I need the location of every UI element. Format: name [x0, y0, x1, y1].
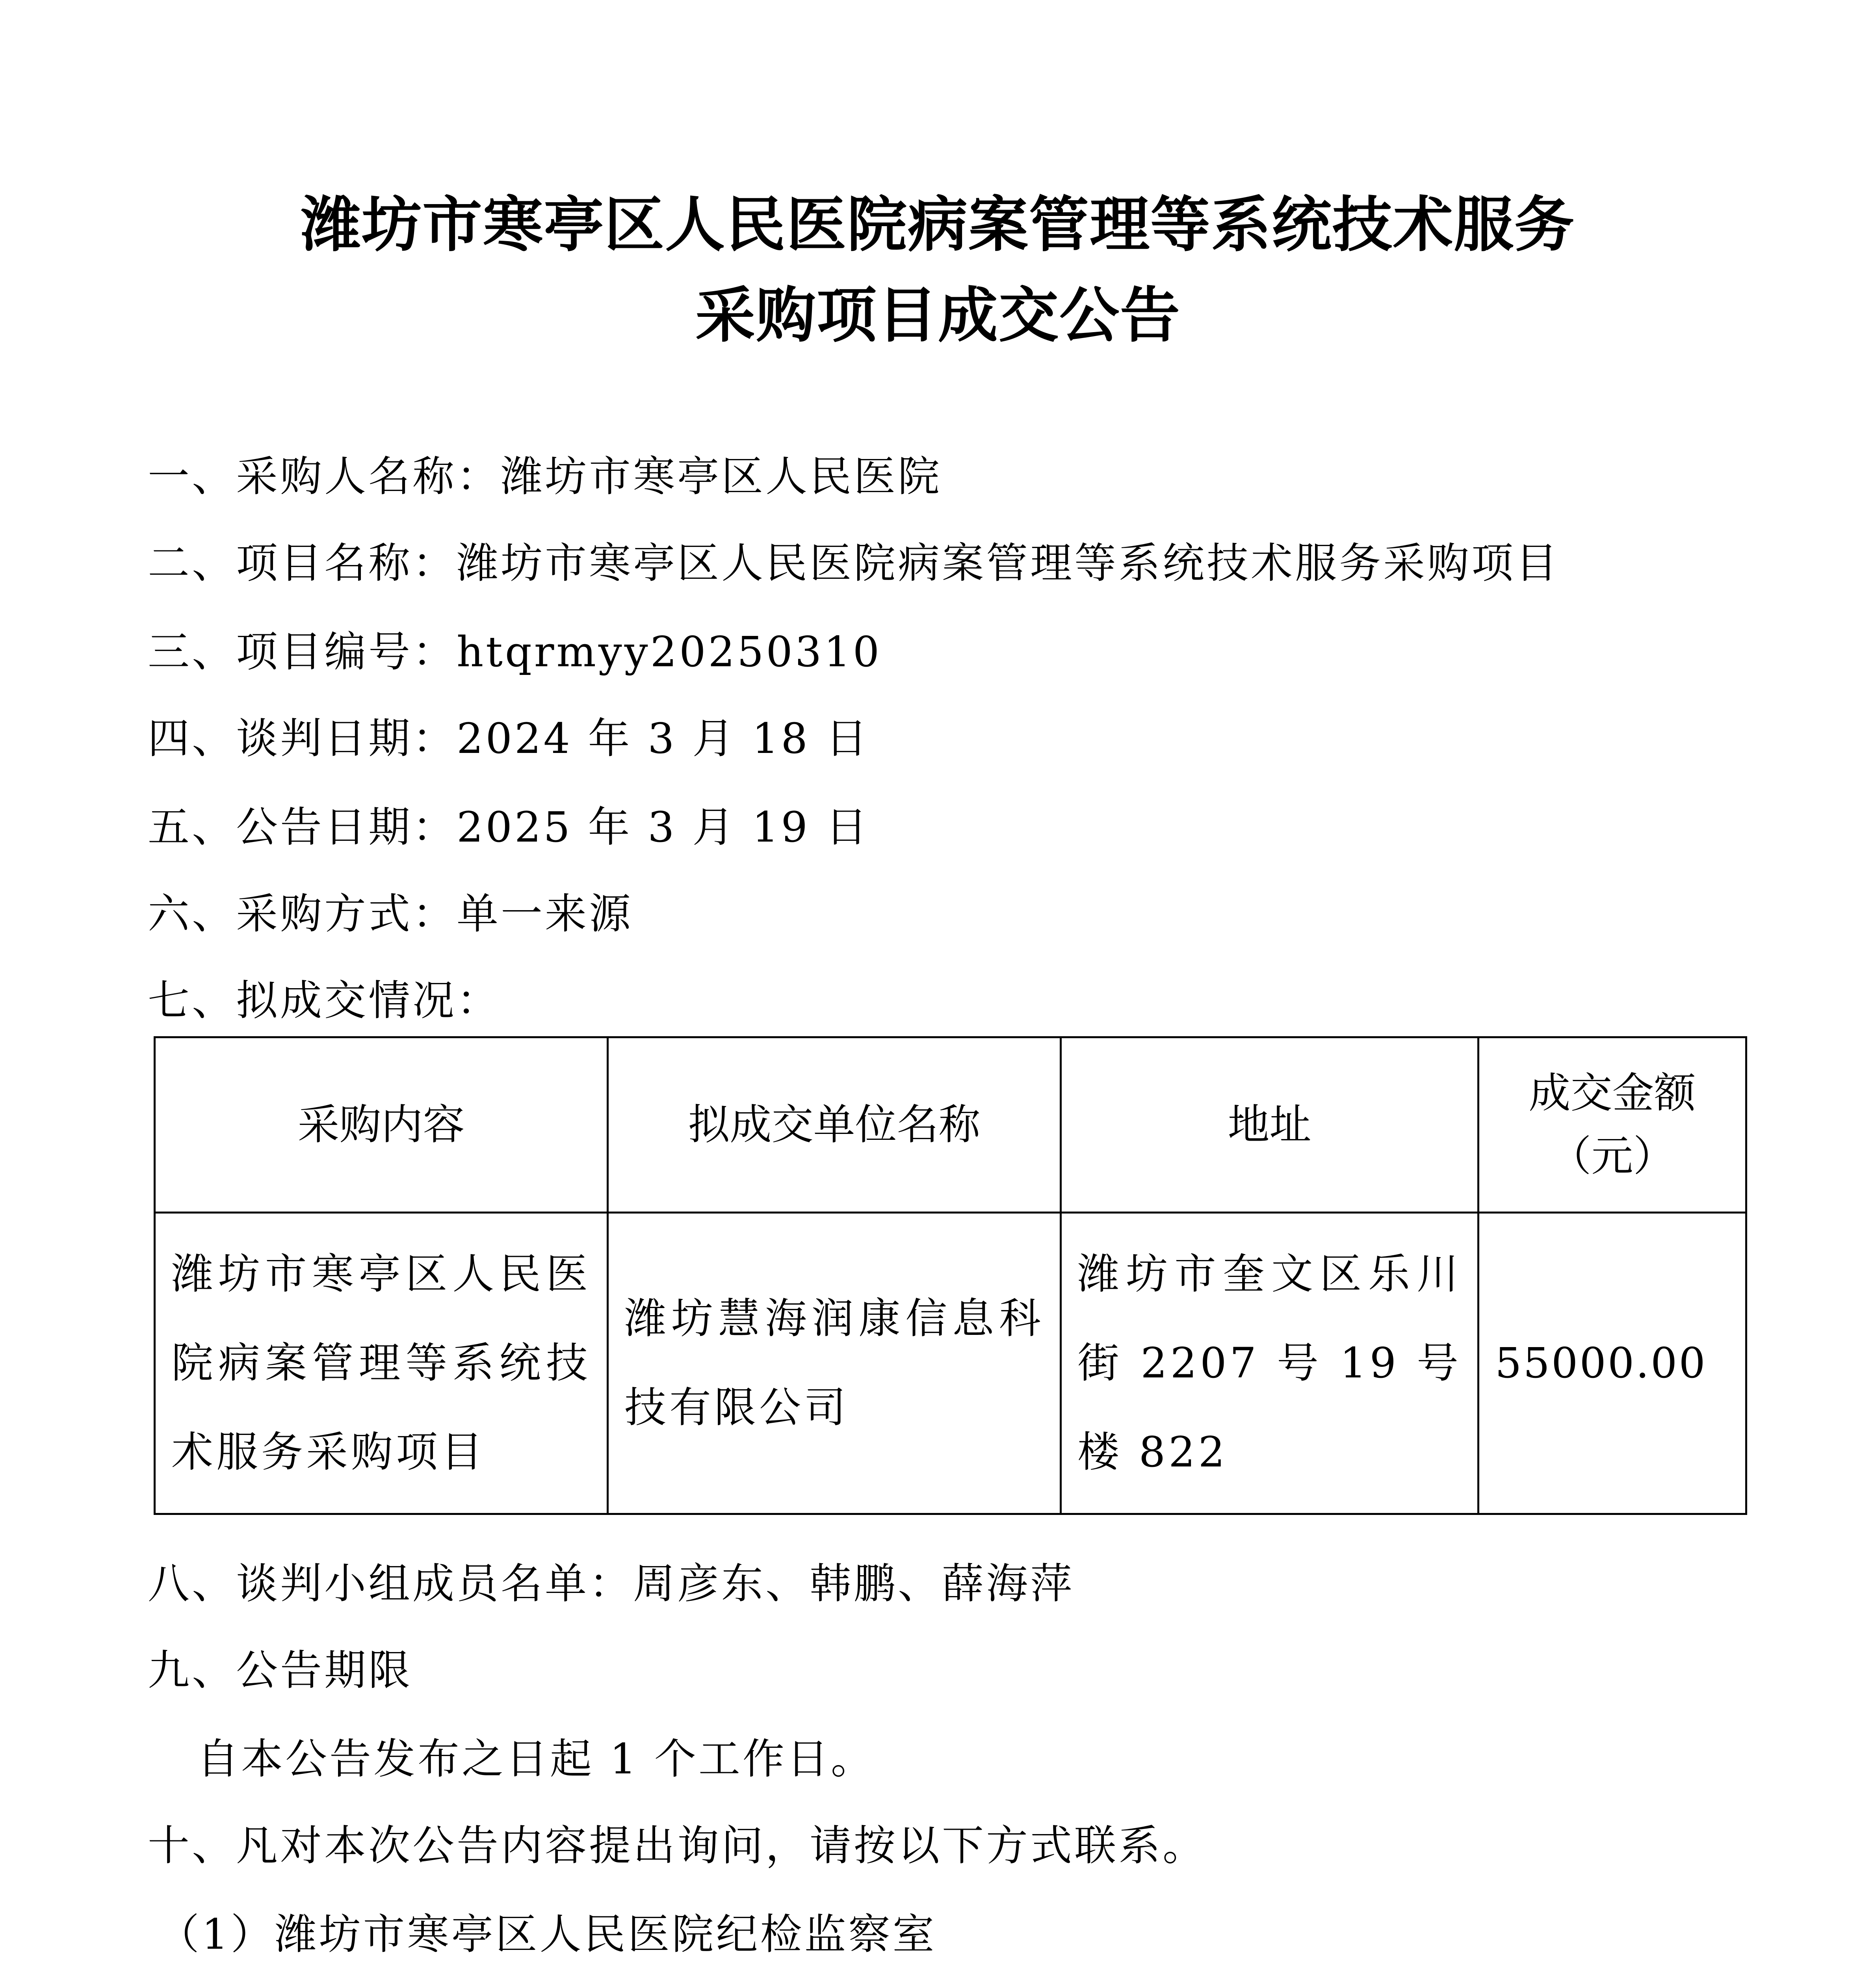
project-name-line: 二、项目名称：潍坊市寒亭区人民医院病案管理等系统技术服务采购项目 — [148, 539, 1560, 587]
header-amount-unit: （元） — [1549, 1132, 1675, 1180]
project-number-line: 三、项目编号：htqrmyy20250310 — [148, 628, 882, 676]
deal-table-header-row — [155, 1037, 1746, 1213]
announcement-title-line-1: 潍坊市寒亭区人民医院病案管理等系统技术服务 — [301, 189, 1575, 260]
cell-supplier-name: 潍坊慧海润康信息科技有限公司 — [608, 1213, 1061, 1514]
header-supplier-name: 拟成交单位名称 — [608, 1037, 1061, 1213]
contact-1-organization: （1）潍坊市寒亭区人民医院纪检监察室 — [158, 1910, 937, 1959]
header-amount-label: 成交金额 — [1529, 1069, 1696, 1117]
announcement-title-line-2: 采购项目成交公告 — [695, 280, 1181, 350]
cell-purchase-content: 潍坊市寒亭区人民医院病案管理等系统技术服务采购项目 — [155, 1213, 608, 1514]
panel-members-line: 八、谈判小组成员名单：周彦东、韩鹏、薛海萍 — [148, 1559, 1074, 1608]
table-row — [155, 1213, 1746, 1514]
purchaser-line: 一、采购人名称：潍坊市寒亭区人民医院 — [148, 452, 942, 501]
deal-heading-line: 七、拟成交情况： — [148, 976, 501, 1025]
header-purchase-content: 采购内容 — [155, 1037, 608, 1213]
header-address: 地址 — [1061, 1037, 1479, 1213]
notice-period-heading: 九、公告期限 — [148, 1646, 412, 1695]
notice-period-text: 自本公告发布之日起 1 个工作日。 — [197, 1735, 875, 1783]
header-amount — [1479, 1037, 1746, 1213]
cell-address: 潍坊市奎文区乐川街 2207 号 19 号楼 822 — [1061, 1213, 1479, 1514]
notice-date-line: 五、公告日期：2025 年 3 月 19 日 — [148, 803, 870, 851]
cell-amount: 55000.00 — [1479, 1213, 1746, 1514]
procurement-method-line: 六、采购方式：单一来源 — [148, 890, 633, 938]
negotiation-date-line: 四、谈判日期：2024 年 3 月 18 日 — [148, 714, 870, 763]
deal-table — [154, 1036, 1747, 1515]
contact-heading: 十、凡对本次公告内容提出询问，请按以下方式联系。 — [148, 1821, 1207, 1870]
